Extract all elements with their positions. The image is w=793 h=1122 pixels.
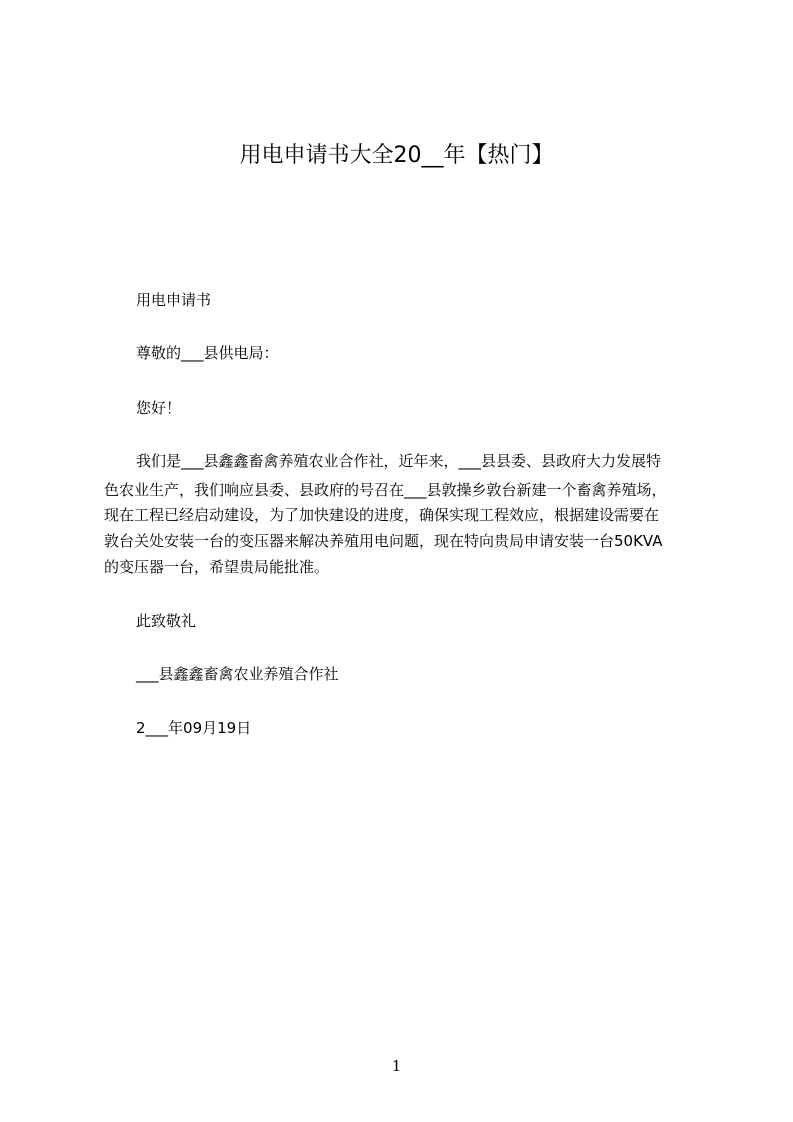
body-line: 的变压器一台，希望贵局能批准。	[104, 558, 330, 576]
date: 2___年09月19日	[136, 719, 252, 737]
body-line: 现在工程已经启动建设，为了加快建设的进度，确保实现工程效应，根据建设需要在	[104, 506, 660, 524]
page-number: 1	[391, 1057, 402, 1075]
greeting: 您好！	[136, 399, 182, 417]
letter-heading: 用电申请书	[136, 291, 212, 309]
salutation: 尊敬的___县供电局：	[136, 344, 279, 362]
document-title: 用电申请书大全20__年【热门】	[239, 143, 554, 168]
body-line: 色农业生产，我们响应县委、县政府的号召在___县敦操乡敦台新建一个畜禽养殖场，	[104, 481, 667, 499]
signature: ___县鑫鑫畜禽农业养殖合作社	[136, 665, 339, 683]
closing: 此致敬礼	[136, 612, 197, 630]
body-line: 敦台关处安装一台的变压器来解决养殖用电问题，现在特向贵局申请安装一台50KVA	[104, 532, 663, 550]
body-line: 我们是___县鑫鑫畜禽养殖农业合作社，近年来，___县县委、县政府大力发展特	[136, 452, 662, 470]
